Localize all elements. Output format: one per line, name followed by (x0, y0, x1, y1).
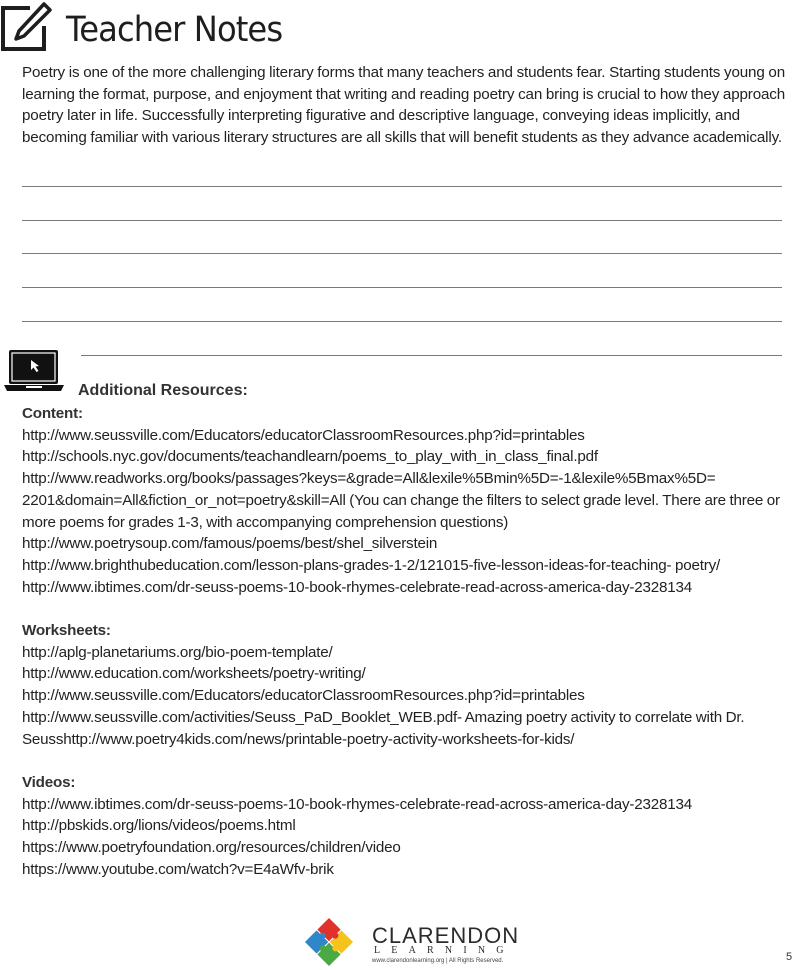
page-number: 5 (786, 951, 793, 963)
section-label-content: Content: (22, 405, 83, 422)
section-gap (22, 750, 792, 772)
logo-subtitle: LEARNING (374, 945, 515, 956)
resource-link[interactable]: http://www.brighthubeducation.com/lesson-plans-grades-1-2/121015-five-lesson-ideas-for-teaching- poetry/ (22, 556, 721, 574)
puzzle-logo-icon (300, 916, 358, 968)
section-label-videos: Videos: (22, 773, 76, 791)
resource-link[interactable]: http://www.education.com/worksheets/poetry-writing/ (22, 665, 366, 683)
resource-link[interactable]: http://www.seussville.com/Educators/educatorClassroomResources.php?id=printables (22, 687, 585, 705)
note-line (22, 220, 782, 221)
resource-link[interactable]: http://www.ibtimes.com/dr-seuss-poems-10-book-rhymes-celebrate-read-across-america-day-2328134 (22, 578, 692, 596)
page-title: Teacher Notes (66, 10, 283, 50)
resource-link[interactable]: https://www.youtube.com/watch?v=E4aWfv-brik (22, 860, 334, 878)
pencil-square-icon (0, 2, 52, 52)
clarendon-logo (300, 912, 520, 968)
resource-link[interactable]: http://pbskids.org/lions/videos/poems.html (22, 817, 296, 835)
resource-link[interactable]: http://www.seussville.com/activities/Seuss_PaD_Booklet_WEB.pdf- Amazing poetry activity to correlate with Dr. Seusshttp://www.poetry4kids.com/news/printable-poetry-activity-worksheets-for-kids/ (22, 708, 745, 748)
resource-link[interactable]: http://www.seussville.com/Educators/educatorClassroomResources.php?id=printables (22, 426, 585, 444)
note-line (81, 355, 782, 356)
section-label-worksheets: Worksheets: (22, 622, 111, 640)
page-header (0, 0, 808, 56)
resources-heading: Additional Resources: (78, 382, 248, 399)
logo-name: CLARENDON (372, 923, 520, 948)
note-line (22, 253, 782, 254)
resource-link[interactable]: http://www.poetrysoup.com/famous/poems/best/shel_silverstein (22, 535, 438, 553)
resource-link[interactable]: http://schools.nyc.gov/documents/teachandlearn/poems_to_play_with_in_class_final.pdf (22, 448, 598, 466)
note-line (22, 186, 782, 187)
logo-url: www.clarendonlearning.org | All Rights Reserved. (372, 958, 504, 964)
intro-paragraph: Poetry is one of the more challenging literary forms that many teachers and students fear. Starting students young on learning the format, purpose, and enjoyment that writing and reading poetry can bring is crucial to how they approach poetry later in life. Successfully interpreting figurative and descriptive language, conveying ideas implicitly, and becoming familiar with various literary structures are all skills that will benefit students as they advance academically. (22, 64, 786, 146)
section-gap (22, 598, 792, 620)
resource-link[interactable]: https://www.poetryfoundation.org/resources/children/video (22, 839, 401, 857)
laptop-cursor-icon (4, 349, 64, 393)
resource-link[interactable]: http://www.ibtimes.com/dr-seuss-poems-10-book-rhymes-celebrate-read-across-america-day-2328134 (22, 795, 692, 813)
note-line (22, 321, 782, 322)
resource-link[interactable]: http://www.readworks.org/books/passages?keys=&grade=All&lexile%5Bmin%5D=-1&lexile%5Bmax%5D= 2201&domain=All&fiction_or_not=poetry&skill=All (You can change the filters to select grade level. There are three or more poems for grades 1-3, with accompanying comprehension questions) (22, 470, 780, 531)
resource-link[interactable]: http://aplg-planetariums.org/bio-poem-template/ (22, 643, 333, 661)
resources-list (22, 403, 792, 880)
note-line (22, 287, 782, 288)
